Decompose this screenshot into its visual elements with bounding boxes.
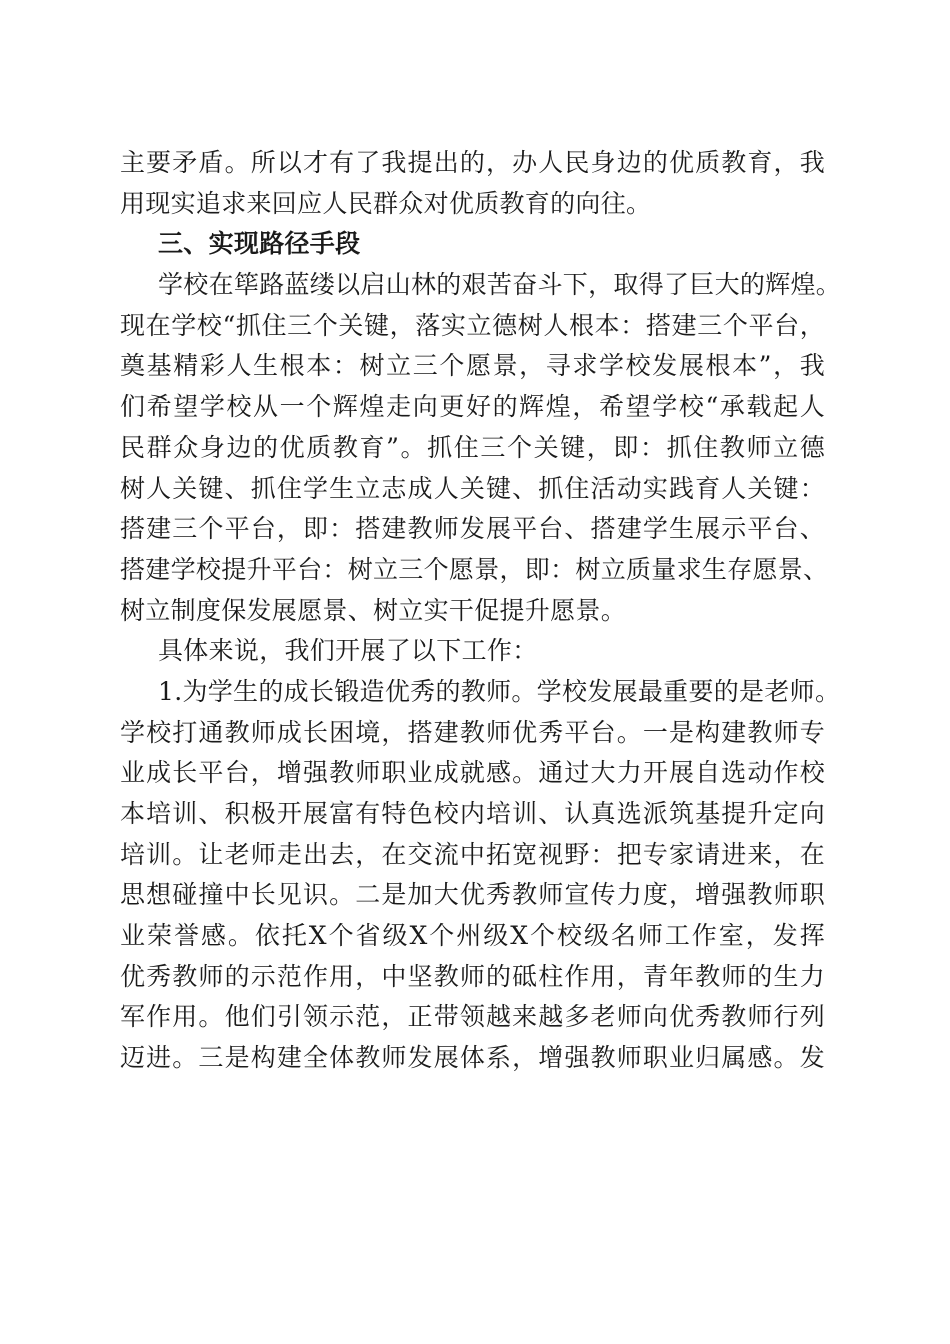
text-line: 民群众身边的优质教育”。抓住三个关键，即：抓住教师立德: [120, 432, 825, 462]
text-line: 迈进。三是构建全体教师发展体系，增强教师职业归属感。发: [120, 1043, 825, 1073]
text-line: 1.为学生的成长锻造优秀的教师。学校发展最重要的是老师。: [158, 676, 841, 706]
text-line: 本培训、积极开展富有特色校内培训、认真选派筑基提升定向: [120, 799, 825, 828]
text-line: 业成长平台，增强教师职业成就感。通过大力开展自选动作校: [120, 758, 825, 788]
text-line: 现在学校“抓住三个关键，落实立德树人根本：搭建三个平台，: [120, 310, 825, 340]
text-line: 业荣誉感。依托X个省级X个州级X个校级名师工作室，发挥: [120, 921, 825, 951]
body-text: [120, 143, 842, 1079]
section-heading: 三、实现路径手段: [158, 229, 361, 259]
text-line: 学校打通教师成长困境，搭建教师优秀平台。一是构建教师专: [120, 717, 825, 747]
text-line: 奠基精彩人生根本：树立三个愿景，寻求学校发展根本”，我: [120, 351, 825, 381]
text-line: 学校在筚路蓝缕以启山林的艰苦奋斗下，取得了巨大的辉煌。: [158, 270, 842, 300]
text-line: 们希望学校从一个辉煌走向更好的辉煌，希望学校“承载起人: [120, 392, 825, 422]
text-line: 搭建学校提升平台：树立三个愿景，即：树立质量求生存愿景、: [120, 554, 829, 584]
text-line: 用现实追求来回应人民群众对优质教育的向往。: [120, 188, 652, 218]
text-line: 主要矛盾。所以才有了我提出的，办人民身边的优质教育，我: [120, 148, 825, 177]
text-line: 优秀教师的示范作用，中坚教师的砥柱作用，青年教师的生力: [120, 961, 825, 991]
text-line: 树人关键、抓住学生立志成人关键、抓住活动实践育人关键：: [120, 473, 825, 503]
text-line: 培训。让老师走出去，在交流中拓宽视野：把专家请进来，在: [120, 839, 825, 869]
text-line: 搭建三个平台，即：搭建教师发展平台、搭建学生展示平台、: [120, 514, 825, 544]
text-line: 树立制度保发展愿景、树立实干促提升愿景。: [120, 595, 627, 625]
text-line: 军作用。他们引领示范，正带领越来越多老师向优秀教师行列: [120, 1002, 825, 1032]
text-line: 具体来说，我们开展了以下工作：: [158, 636, 538, 666]
text-line: 思想碰撞中长见识。二是加大优秀教师宣传力度，增强教师职: [120, 880, 825, 910]
